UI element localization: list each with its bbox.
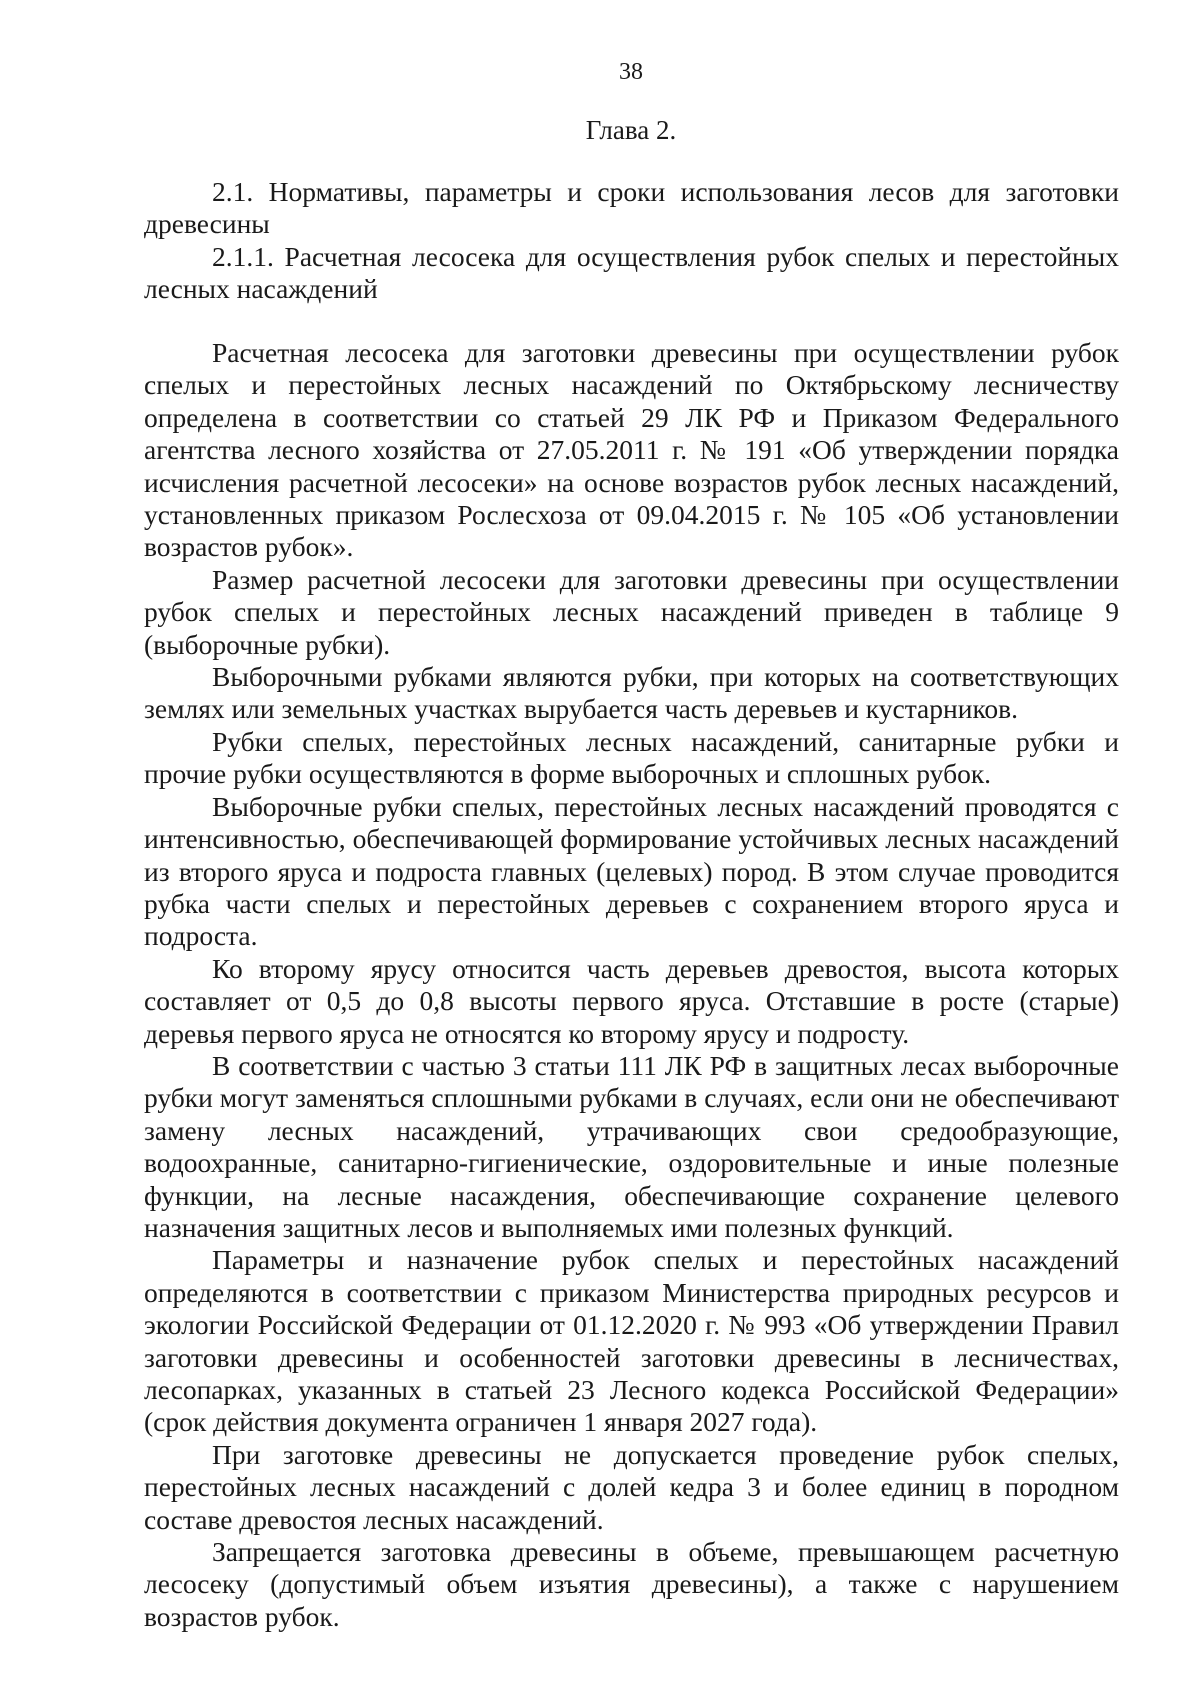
paragraph: Параметры и назначение рубок спелых и перестойных насаждений определяются в соответствии с приказом Министерства природных ресурсов и экологии Российской Федерации от 01.12.2020 г. № 993 «Об утверждении Правил заготовки древесины и особенностей заготовки древесины в лесничествах, лесопарках, указанных в статьей 23 Лесного кодекса Российской Федерации» (срок действия документа ограничен 1 января 2027 года).: [144, 1244, 1119, 1438]
paragraph: При заготовке древесины не допускается проведение рубок спелых, перестойных лесных насаждений с долей кедра 3 и более единиц в породном составе древостоя лесных насаждений.: [144, 1438, 1119, 1535]
section-headings: [144, 176, 1119, 306]
paragraph: Размер расчетной лесосеки для заготовки древесины при осуществлении рубок спелых и перестойных лесных насаждений приведен в таблице 9 (выборочные рубки).: [144, 563, 1119, 660]
section-heading-2-1-1: 2.1.1. Расчетная лесосека для осуществления рубок спелых и перестойных лесных насаждений: [144, 240, 1119, 305]
paragraph: В соответствии с частью 3 статьи 111 ЛК РФ в защитных лесах выборочные рубки могут заменяться сплошными рубками в случаях, если они не обеспечивают замену лесных насаждений, утрачивающих свои средообразующие, водоохранные, санитарно-гигиенические, оздоровительные и иные полезные функции, на лесные насаждения, обеспечивающие сохранение целевого назначения защитных лесов и выполняемых ими полезных функций.: [144, 1049, 1119, 1243]
chapter-title: Глава 2.: [585, 115, 677, 145]
page-number: 38: [619, 59, 643, 85]
paragraph: Запрещается заготовка древесины в объеме, превышающем расчетную лесосеку (допустимый объем изъятия древесины), а также с нарушением возрастов рубок.: [144, 1536, 1119, 1632]
paragraph: Расчетная лесосека для заготовки древесины при осуществлении рубок спелых и перестойных лесных насаждений по Октябрьскому лесничеству определена в соответствии со статьей 29 ЛК РФ и Приказом Федерального агентства лесного хозяйства от 27.05.2011 г. № 191 «Об утверждении порядка исчисления расчетной лесосеки» на основе возрастов рубок лесных насаждений, установленных приказом Рослесхоза от 09.04.2015 г. № 105 «Об установлении возрастов рубок».: [144, 337, 1119, 563]
paragraph: Выборочные рубки спелых, перестойных лесных насаждений проводятся с интенсивностью, обеспечивающей формирование устойчивых лесных насаждений из второго яруса и подроста главных (целевых) пород. В этом случае проводится рубка части спелых и перестойных деревьев с сохранением второго яруса и подроста.: [144, 790, 1119, 952]
body-paragraphs: [144, 337, 1119, 1633]
paragraph: Ко второму ярусу относится часть деревьев древостоя, высота которых составляет от 0,5 до 0,8 высоты первого яруса. Отставшие в росте (старые) деревья первого яруса не относятся ко второму ярусу и подросту.: [144, 952, 1119, 1049]
paragraph: Выборочными рубками являются рубки, при которых на соответствующих землях или земельных участках вырубается часть деревьев и кустарников.: [144, 661, 1119, 725]
section-heading-2-1: 2.1. Нормативы, параметры и сроки использования лесов для заготовки древесины: [144, 176, 1119, 240]
paragraph: Рубки спелых, перестойных лесных насаждений, санитарные рубки и прочие рубки осуществляются в форме выборочных и сплошных рубок.: [144, 725, 1119, 790]
